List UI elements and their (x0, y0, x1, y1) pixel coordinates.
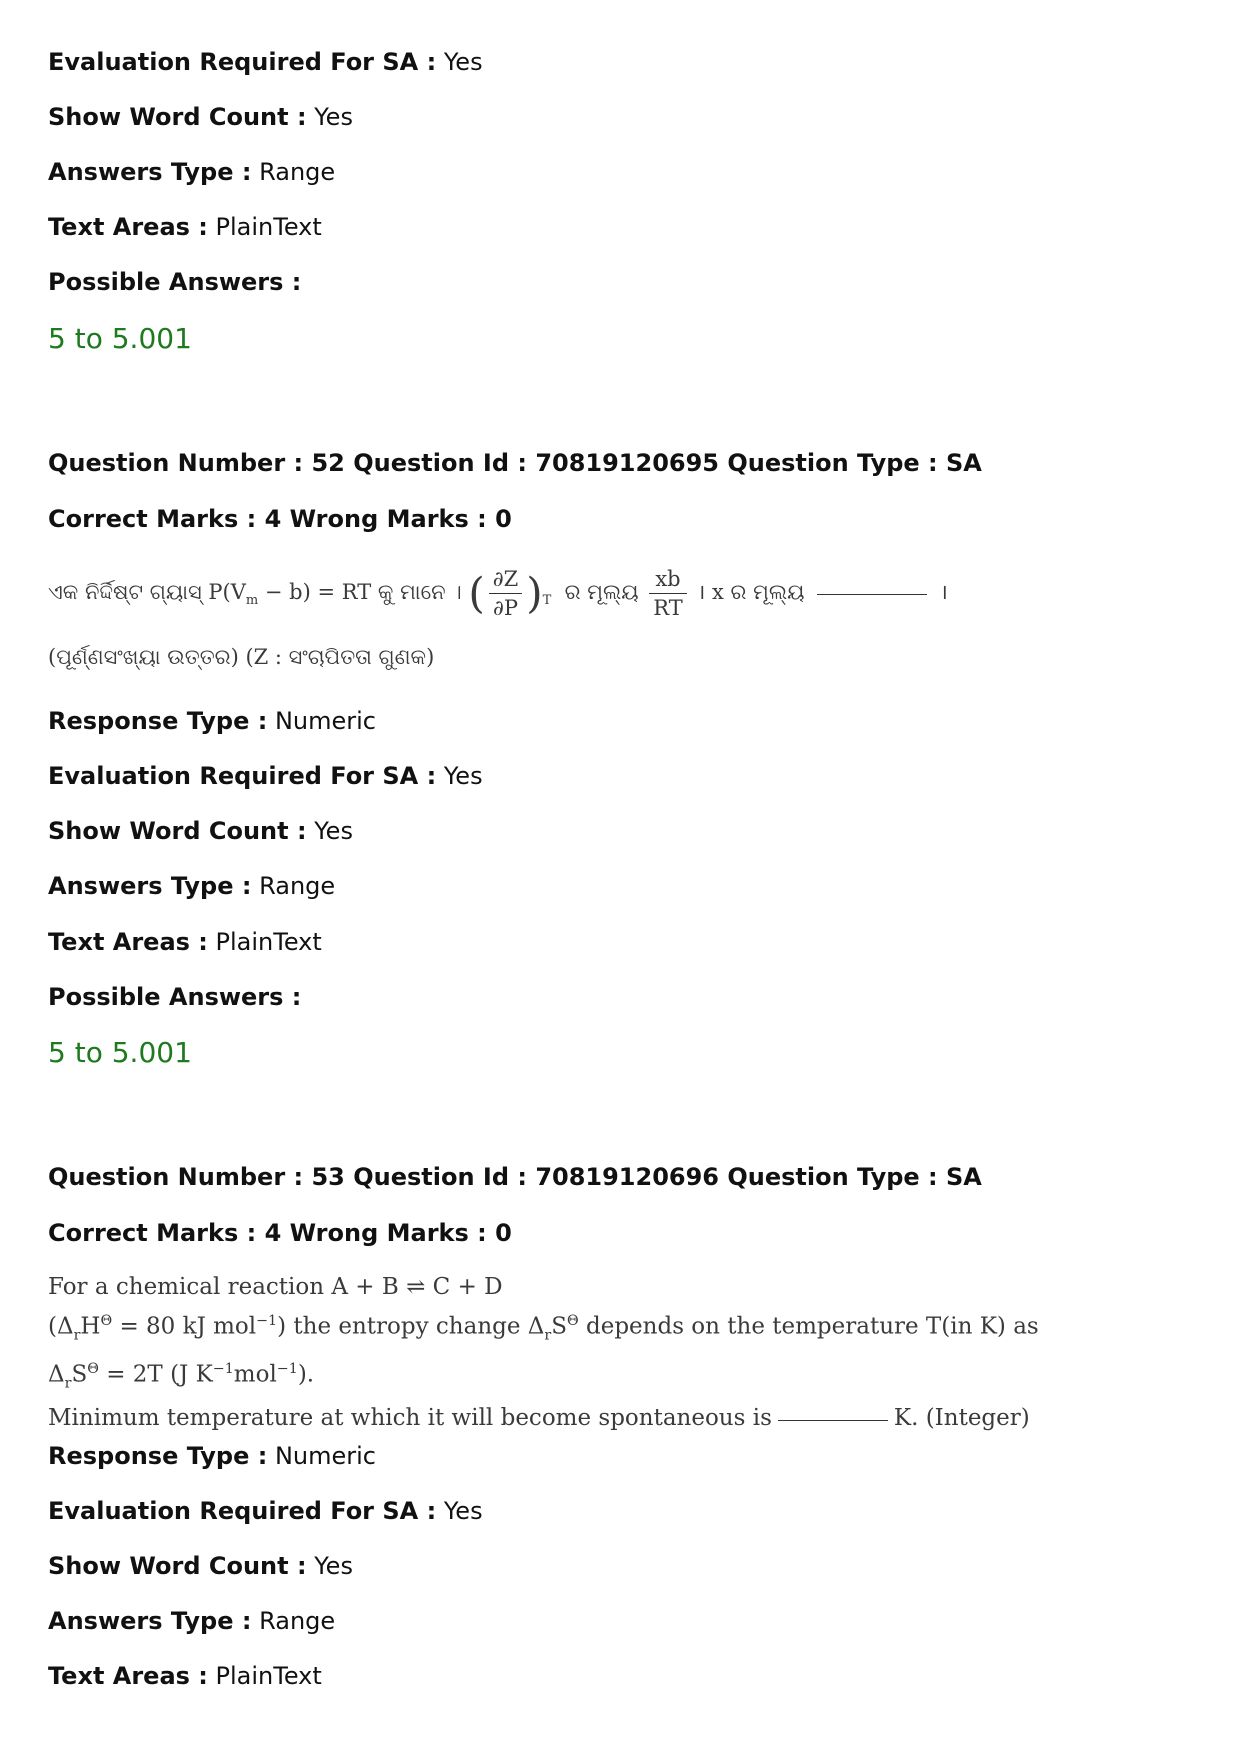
response-type-label: Response Type : (48, 707, 268, 735)
q53-answers-type-row (48, 1606, 335, 1636)
answers-type-label: Answers Type : (48, 1607, 252, 1635)
answers-type-value: Range (259, 872, 336, 900)
frac2-numerator: xb (649, 565, 686, 594)
q53-l3b: S (71, 1361, 88, 1388)
q53-l3-sup3: −1 (276, 1361, 298, 1378)
q52-possible-answers-row (48, 982, 301, 1012)
q53-line-3 (48, 1352, 1039, 1400)
answers-type-label: Answers Type : (48, 158, 252, 186)
partial-derivative-fraction (489, 565, 522, 622)
q53-l2-sup3: Θ (566, 1313, 579, 1329)
xb-over-rt-fraction (649, 565, 686, 622)
answers-type-row (48, 157, 335, 187)
q52-sub-m: m (245, 593, 259, 609)
text-areas-label: Text Areas : (48, 928, 208, 956)
q53-l2-sup2: −1 (256, 1313, 278, 1329)
q52-answers-type-row (48, 871, 335, 901)
possible-answers-row (48, 267, 301, 297)
q53-line-4 (48, 1401, 1039, 1435)
q53-l2a: (Δ (48, 1313, 74, 1340)
question-53-header (48, 1162, 982, 1192)
eval-required-label: Evaluation Required For SA : (48, 1497, 437, 1525)
q52-text-areas-row (48, 927, 322, 957)
answers-type-value: Range (259, 1607, 336, 1635)
show-word-count-value: Yes (314, 103, 353, 131)
frac-numerator: ∂Z (489, 565, 522, 594)
q53-l3-sup2: −1 (212, 1361, 234, 1378)
show-word-count-value: Yes (314, 817, 353, 845)
left-paren: ( (468, 568, 485, 618)
right-paren: ) (526, 568, 543, 618)
q52-eval-required-row (48, 761, 483, 791)
q53-l2b: H (80, 1313, 101, 1340)
response-type-label: Response Type : (48, 1442, 268, 1470)
q53-line-2 (48, 1304, 1039, 1352)
q53-response-type-row (48, 1441, 376, 1471)
q53-l3-sup: Θ (87, 1361, 99, 1378)
q53-l2c: = 80 kJ mol (112, 1313, 257, 1340)
eval-required-value: Yes (443, 1497, 483, 1525)
q52-text-eq: − b) = RT କୁ ମାନେ । (258, 580, 462, 604)
show-word-count-label: Show Word Count : (48, 817, 307, 845)
q52-text-mid: ର ମୂଲ୍ୟ (564, 580, 639, 604)
q53-l3d: mol (233, 1361, 277, 1388)
question-header-text: Question Number : 53 Question Id : 70819120696 Question Type : SA (48, 1163, 982, 1191)
question-header-text: Question Number : 52 Question Id : 70819120695 Question Type : SA (48, 449, 982, 477)
question-52-marks (48, 504, 512, 534)
question-52-text (48, 556, 948, 628)
text-areas-label: Text Areas : (48, 213, 208, 241)
eval-required-row (48, 47, 483, 77)
q53-line-1: For a chemical reaction A + B ⇌ C + D (48, 1274, 503, 1300)
q53-l3e: ). (297, 1361, 315, 1388)
q53-l3c: = 2T (J K (98, 1361, 213, 1388)
q53-l2-sup: Θ (100, 1313, 113, 1329)
q53-l2-sub-r2: r (544, 1327, 552, 1344)
eval-required-label: Evaluation Required For SA : (48, 48, 437, 76)
q53-l2f: depends on the temperature T(in K) as (578, 1313, 1039, 1340)
possible-answer-value: 5 to 5.001 (48, 322, 192, 355)
possible-answers-label: Possible Answers : (48, 983, 302, 1011)
eval-required-value: Yes (443, 762, 483, 790)
q53-l3-sub-r: r (64, 1375, 72, 1392)
q53-l2e: S (551, 1313, 567, 1340)
q53-l2d: ) the entropy change Δ (277, 1313, 545, 1340)
text-areas-value: PlainText (215, 928, 322, 956)
q52-response-type-row (48, 706, 376, 736)
q53-text-areas-row (48, 1661, 322, 1691)
marks-text: Correct Marks : 4 Wrong Marks : 0 (48, 505, 512, 533)
q52-text-end: । x ର ମୂଲ୍ୟ (697, 580, 805, 604)
text-areas-row (48, 212, 322, 242)
marks-text: Correct Marks : 4 Wrong Marks : 0 (48, 1219, 512, 1247)
eval-required-value: Yes (443, 48, 483, 76)
answer-blank (817, 594, 927, 595)
show-word-count-row (48, 102, 353, 132)
response-type-value: Numeric (274, 707, 376, 735)
answer-blank (778, 1420, 888, 1421)
question-53-text (48, 1270, 1039, 1435)
answers-type-label: Answers Type : (48, 872, 252, 900)
frac-subscript-t: T (542, 593, 552, 609)
q53-l2-sub-r: r (73, 1327, 81, 1344)
q52-show-word-count-row (48, 816, 353, 846)
show-word-count-label: Show Word Count : (48, 1552, 307, 1580)
q52-text-close: । (939, 580, 948, 604)
possible-answers-label: Possible Answers : (48, 268, 302, 296)
answers-type-value: Range (259, 158, 336, 186)
q53-l4a: Minimum temperature at which it will become spontaneous is (48, 1404, 772, 1431)
question-52-header (48, 448, 982, 478)
response-type-value: Numeric (274, 1442, 376, 1470)
q52-possible-answer-value: 5 to 5.001 (48, 1036, 192, 1069)
q53-eval-required-row (48, 1496, 483, 1526)
show-word-count-label: Show Word Count : (48, 103, 307, 131)
text-areas-value: PlainText (215, 213, 322, 241)
q52-text-prefix: ଏକ ନିର୍ଦ୍ଦିଷ୍ଟ ଗ୍ୟାସ୍ P(V (48, 580, 246, 604)
question-52-text-line2: (ପୂର୍ଣ୍ଣସଂଖ୍ୟା ଉତ୍ତର) (Z : ସଂଚାପିତତା ଗୁଣକ) (48, 645, 435, 669)
frac2-denominator: RT (653, 596, 683, 620)
q53-show-word-count-row (48, 1551, 353, 1581)
show-word-count-value: Yes (314, 1552, 353, 1580)
text-areas-label: Text Areas : (48, 1662, 208, 1690)
q53-l4b: K. (Integer) (893, 1404, 1030, 1431)
eval-required-label: Evaluation Required For SA : (48, 762, 437, 790)
text-areas-value: PlainText (215, 1662, 322, 1690)
frac-denominator: ∂P (493, 596, 518, 620)
q53-l3a: Δ (48, 1361, 65, 1388)
question-53-marks (48, 1218, 512, 1248)
